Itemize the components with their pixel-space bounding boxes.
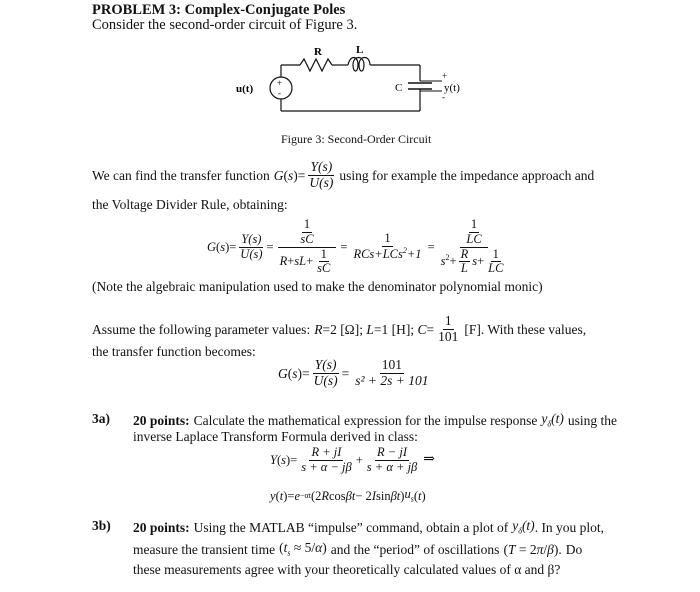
- tf-numerator: 101: [381, 357, 403, 372]
- tf-values-equation: G ( s )= $\frac{Y(s)}{U(s)}$ = $\frac{101}{\text{s² + 2s + 101}}$: [278, 357, 429, 388]
- intro-line-2: the Voltage Divider Rule, obtaining:: [92, 197, 288, 212]
- q3a-points: 20 points:: [133, 412, 190, 428]
- intro-text-pre: We can find the transfer function: [92, 167, 270, 183]
- q3b-line-3: these measurements agree with your theoretically calculated values of α and β?: [133, 562, 561, 577]
- params-text-post: [F]. With these values,: [464, 321, 587, 337]
- q3b-text-1-post: . In you plot,: [534, 519, 605, 535]
- impulse-response-equation: y ( t )= e −αt (2 R cos βt − 2 I sin βt ) $u_s$ ( t ): [270, 487, 426, 504]
- intro-text-post: using for example the impedance approach and: [339, 167, 595, 183]
- label-C: C: [395, 82, 403, 94]
- source-plus: +: [277, 78, 283, 88]
- note-text: (Note the algebraic manipulation used to make the denominator polynomial monic): [92, 279, 543, 294]
- label-R: R: [314, 46, 322, 58]
- label-L: L: [356, 45, 364, 56]
- q3a-label: 3a): [92, 411, 110, 426]
- problem-subtitle: Consider the second-order circuit of Figure 3.: [92, 17, 358, 33]
- laplace-equation: Y ( s )= $\frac{R + jI}{s + \alpha - j\beta}$ + $\frac{R - jI}{s + \alpha + j\beta}$ ⇒: [270, 445, 436, 474]
- intro-line-1: We can find the transfer function G ( s )= $\frac{Y(s)}{U(s)}$ using for example the impedance approach and: [92, 159, 595, 190]
- inductor-icon: [348, 58, 370, 72]
- figure-caption: Figure 3: Second-Order Circuit: [281, 132, 432, 146]
- q3b-line-2: measure the transient time $(t_s \approx 5/\alpha)$ and the “period” of oscillations (T = 2π/β). Do: [133, 540, 583, 558]
- problem-title: PROBLEM 3: Complex-Conjugate Poles: [92, 2, 346, 18]
- output-minus: -: [442, 92, 445, 102]
- q3a-text-1-post: using the: [567, 412, 617, 428]
- output-plus: +: [442, 71, 448, 81]
- q3b-text-2-post: Do: [565, 541, 583, 557]
- q3b-points: 20 points:: [133, 519, 190, 535]
- params-line-1: Assume the following parameter values: R=2 [Ω]; L=1 [H]; C= $\frac{1}{101}$ [F]. With these values,: [92, 313, 587, 344]
- resistor-icon: [300, 59, 332, 71]
- q3b-text-2-pre: measure the transient time: [133, 541, 276, 557]
- q3a-line-1: 20 points: Calculate the mathematical expression for the impulse response $y_\delta(t)$ using the: [133, 411, 617, 429]
- label-y: y(t): [444, 82, 460, 94]
- label-u: u(t): [236, 83, 254, 95]
- source-minus: -: [278, 88, 281, 98]
- circuit-diagram: [230, 45, 480, 125]
- q3b-label: 3b): [92, 518, 111, 533]
- tf-denominator: s² + 2s + 101: [355, 372, 429, 388]
- q3a-text-1: Calculate the mathematical expression for the impulse response: [193, 412, 538, 428]
- q3b-line-1: 20 points: Using the MATLAB “impulse” command, obtain a plot of $y_\delta(t)$ . In you plot,: [133, 518, 605, 536]
- params-line-2: the transfer function becomes:: [92, 344, 256, 359]
- transfer-function-equation: G ( s )= $\frac{Y(s)}{U(s)}$ = $\frac{1}{sC}$ R+sL+ $\frac{1}{sC}$ = $\frac{1}{RCs+LCs^2+1}$ = $\frac{1}{LC}$ $s^2+$ $\frac{R}{L}$ s+ $\frac{1}{LC}$: [207, 217, 504, 276]
- q3b-text-1: Using the MATLAB “impulse” command, obtain a plot of: [193, 519, 509, 535]
- q3b-text-2-mid: and the “period” of oscillations: [330, 541, 500, 557]
- q3a-line-2: inverse Laplace Transform Formula derived in class:: [133, 429, 418, 444]
- params-text-pre: Assume the following parameter values:: [92, 321, 311, 337]
